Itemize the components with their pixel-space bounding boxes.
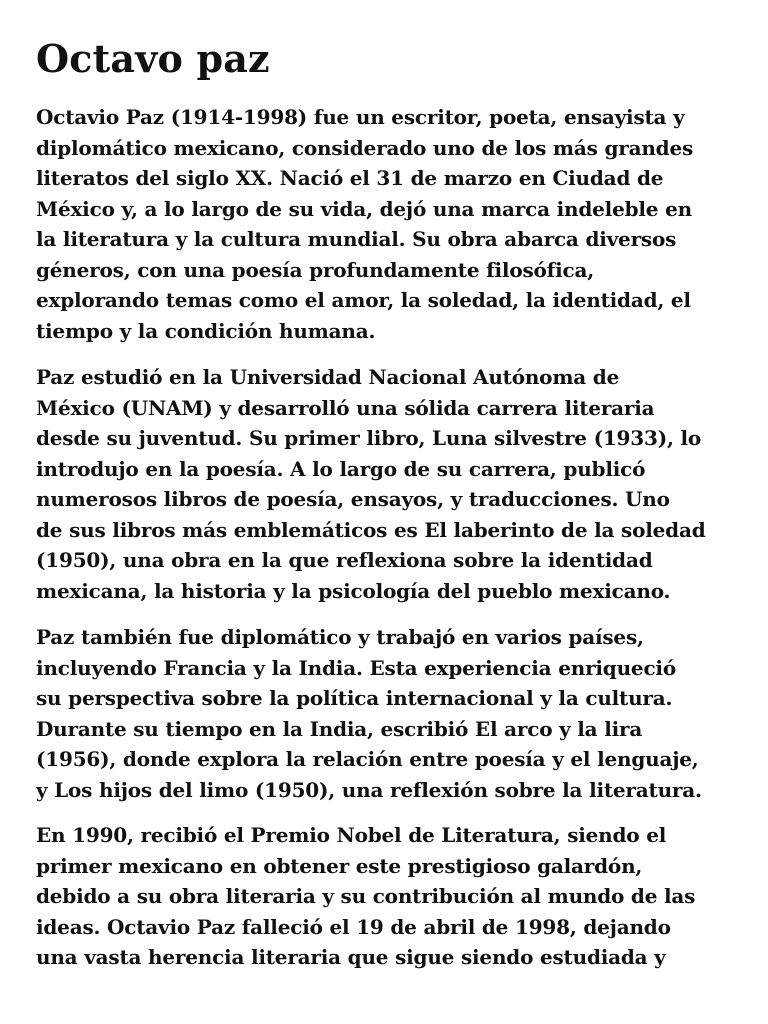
text-line: introdujo en la poesía. A lo largo de su carrera, publicó <box>36 456 646 481</box>
text-line: mexicana, la historia y la psicología del pueblo mexicano. <box>36 578 671 603</box>
text-line: debido a su obra literaria y su contribución al mundo de las <box>36 884 696 908</box>
text-line: tiempo y la condición humana. <box>36 318 376 343</box>
paragraph-nobel <box>36 820 736 973</box>
document-title: Octavo paz <box>36 36 270 81</box>
text-line: En 1990, recibió el Premio Nobel de Literatura, siendo el <box>36 823 667 847</box>
text-line: numerosos libros de poesía, ensayos, y traducciones. Uno <box>36 487 670 511</box>
text-line: Paz estudió en la Universidad Nacional Autónoma de <box>36 365 620 389</box>
text-line: Octavio Paz (1914-1998) fue un escritor, poeta, ensayista y <box>36 105 685 129</box>
text-line: ideas. Octavio Paz falleció el 19 de abril de 1998, dejando <box>36 914 671 939</box>
paragraph-intro <box>36 102 736 346</box>
text-line: (1956), donde explora la relación entre poesía y el lenguaje, <box>36 747 699 771</box>
text-line: Durante su tiempo en la India, escribió El arco y la lira <box>36 716 643 741</box>
text-line: su perspectiva sobre la política internacional y la cultura. <box>36 686 673 710</box>
text-line: de sus libros más emblemáticos es El laberinto de la soledad <box>36 517 706 542</box>
text-line: literatos del siglo XX. Nació el 31 de marzo en Ciudad de <box>36 166 664 190</box>
text-line: incluyendo Francia y la India. Esta experiencia enriqueció <box>36 655 676 680</box>
text-line: géneros, con una poesía profundamente filosófica, <box>36 257 594 282</box>
text-line: y Los hijos del limo (1950), una reflexión sobre la literatura. <box>36 777 702 802</box>
text-line: México (UNAM) y desarrolló una sólida carrera literaria <box>36 395 655 420</box>
text-line: diplomático mexicano, considerado uno de los más grandes <box>36 135 694 160</box>
text-line: primer mexicano en obtener este prestigioso galardón, <box>36 853 643 878</box>
text-line: una vasta herencia literaria que sigue siendo estudiada y <box>36 945 666 969</box>
text-line: (1950), una obra en la que reflexiona sobre la identidad <box>36 548 653 572</box>
text-line: desde su juventud. Su primer libro, Luna silvestre (1933), lo <box>36 426 702 450</box>
text-line: México y, a lo largo de su vida, dejó una marca indeleble en <box>36 196 692 221</box>
text-line: la literatura y la cultura mundial. Su obra abarca diversos <box>36 227 677 251</box>
paragraph-education <box>36 362 736 606</box>
text-line: explorando temas como el amor, la soledad, la identidad, el <box>36 288 691 312</box>
text-line: Paz también fue diplomático y trabajó en varios países, <box>36 625 644 649</box>
paragraph-diplomacy <box>36 622 736 805</box>
